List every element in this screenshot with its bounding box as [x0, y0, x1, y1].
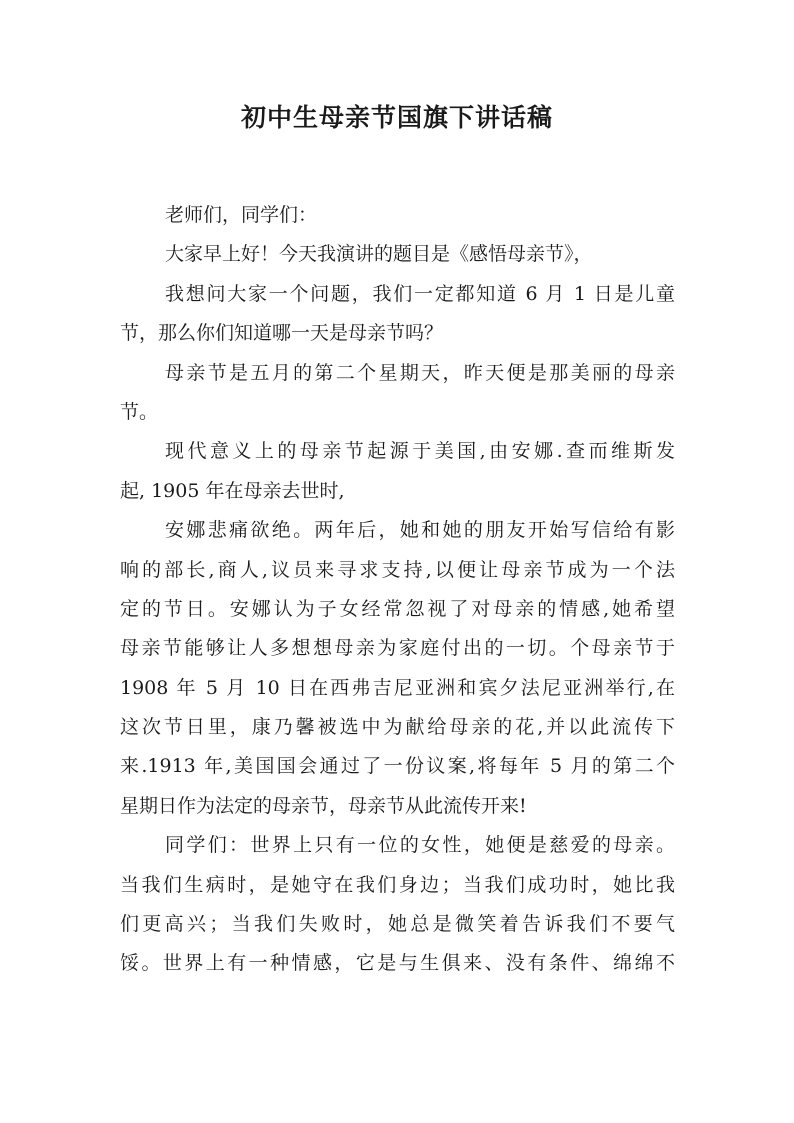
text-line: 老师们，同学们： — [165, 204, 318, 226]
document-body — [120, 196, 675, 984]
text-line: 1908 年 5 月 10 日在西弗吉尼亚洲和宾夕法尼亚洲举行,在 — [120, 676, 675, 699]
text-line: 馁。世界上有一种情感，它是与生俱来、没有条件、绵绵不 — [120, 952, 675, 975]
paragraph-mothers-day-date — [120, 354, 675, 433]
text-line: 节，那么你们知道哪一天是母亲节吗？ — [120, 322, 444, 345]
text-line: 起, 1905 年在母亲去世时, — [120, 479, 345, 502]
paragraph-opening — [120, 235, 675, 274]
paragraph-question — [120, 275, 675, 354]
text-line: 们更高兴；当我们失败时，她总是微笑着告诉我们不要气 — [120, 913, 675, 936]
text-line: 响的部长,商人,议员来寻求支持,以便让母亲节成为一个法 — [120, 558, 675, 581]
text-line: 母亲节能够让人多想想母亲为家庭付出的一切。个母亲节于 — [120, 637, 675, 660]
text-line: 同学们：世界上只有一位的女性，她便是慈爱的母亲。 — [165, 834, 675, 857]
text-line: 当我们生病时，是她守在我们身边；当我们成功时，她比我 — [120, 873, 675, 896]
text-line: 我想问大家一个问题，我们一定都知道 6 月 1 日是儿童 — [165, 282, 675, 305]
paragraph-history — [120, 511, 675, 826]
text-line: 星期日作为法定的母亲节，母亲节从此流传开来! — [120, 794, 527, 817]
text-line: 大家早上好！今天我演讲的题目是《感悟母亲节》， — [165, 243, 593, 266]
document-title: 初中生母亲节国旗下讲话稿 — [240, 103, 553, 132]
paragraph-mothers-love — [120, 826, 675, 984]
text-line: 定的节日。安娜认为子女经常忽视了对母亲的情感,她希望 — [120, 597, 675, 620]
text-line: 安娜悲痛欲绝。两年后，她和她的朋友开始写信给有影 — [165, 519, 675, 542]
text-line: 现代意义上的母亲节起源于美国,由安娜.查而维斯发 — [165, 440, 675, 463]
text-line: 来.1913 年,美国国会通过了一份议案,将每年 5 月的第二个 — [120, 755, 675, 778]
paragraph-greeting — [120, 196, 675, 235]
text-line: 节。 — [120, 400, 159, 423]
text-line: 这次节日里，康乃馨被选中为献给母亲的花,并以此流传下 — [120, 716, 675, 739]
text-line: 母亲节是五月的第二个星期天，昨天便是那美丽的母亲 — [165, 361, 675, 384]
paragraph-origin — [120, 432, 675, 511]
